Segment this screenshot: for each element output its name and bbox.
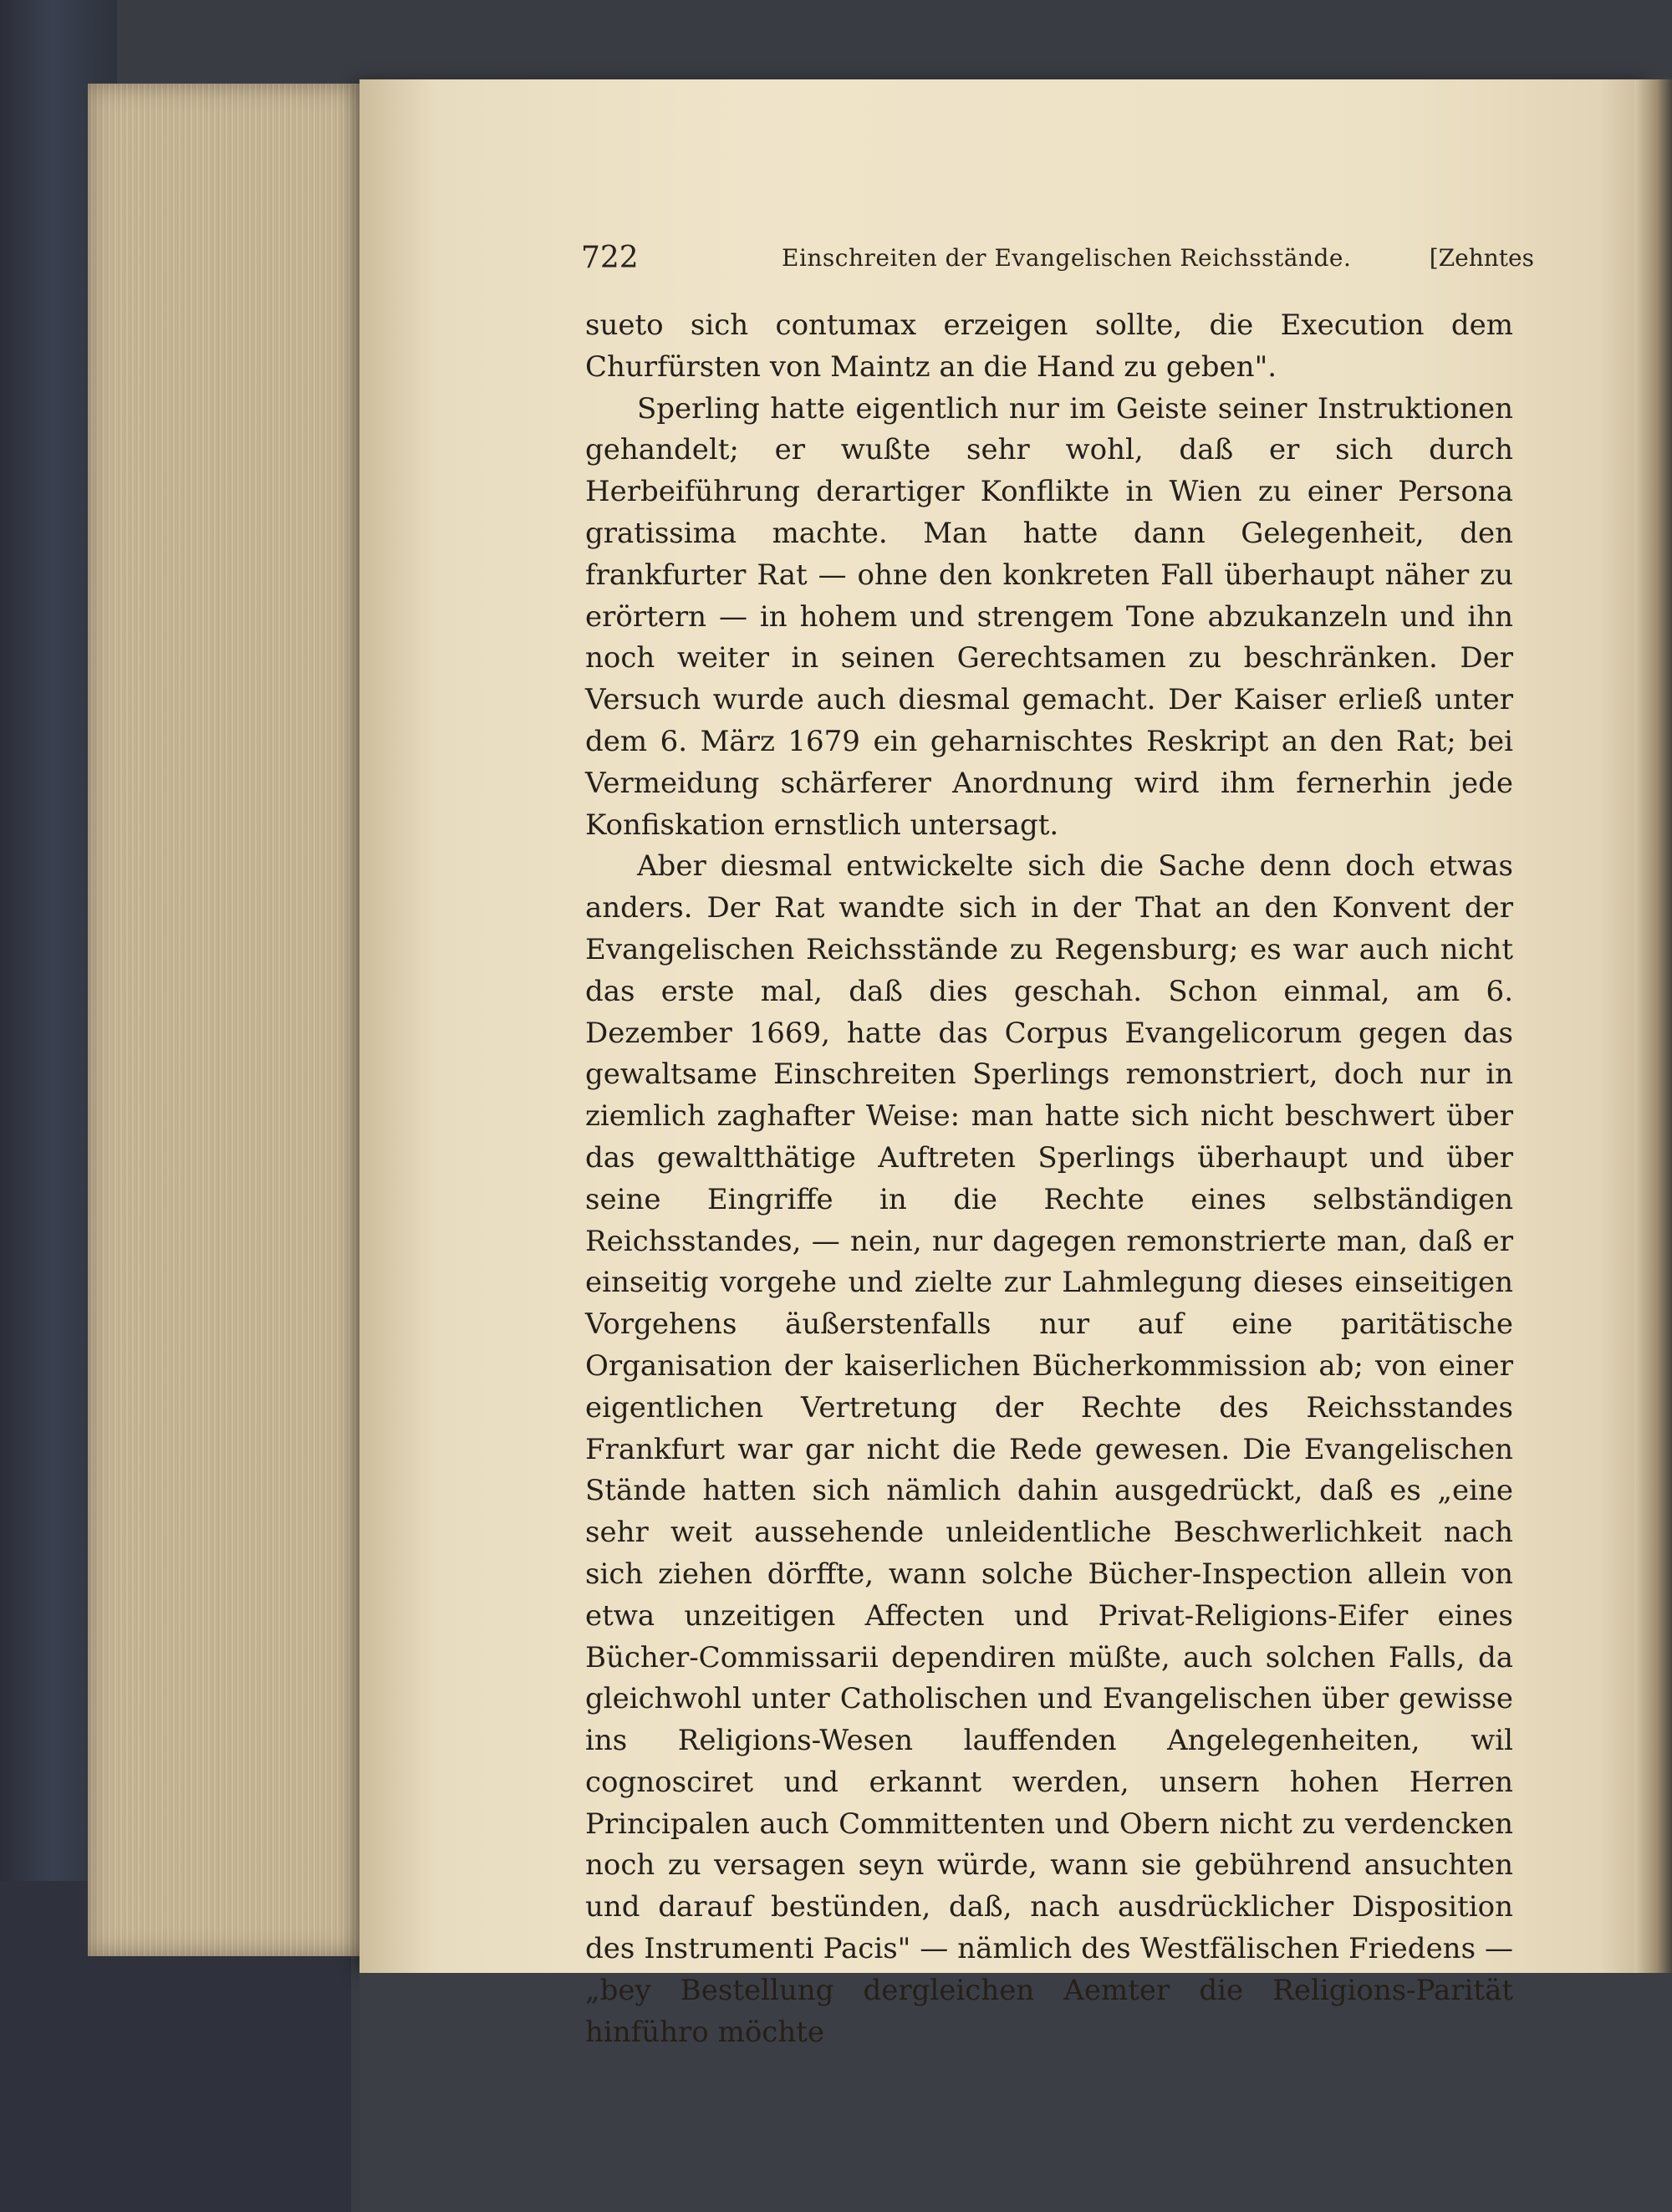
paragraph-sperling: Sperling hatte eigentlich nur im Geiste seiner Instruktionen gehandelt; er wußte sehr wohl, daß er sich durch Herbeiführung derartiger Konflikte in Wien zu einer Persona gratissima machte. Man hatte dann Gelegenheit, den frankfurter Rat — ohne den konkreten Fall überhaupt näher zu erörtern — in hohem und strengem Tone abzukanzeln und ihn noch weiter in seinen Gerechtsamen zu beschränken. Der Versuch wurde auch diesmal gemacht. Der Kaiser erließ unter dem 6. März 1679 ein geharnischtes Reskript an den Rat; bei Vermeidung schärferer Anordnung wird ihm fernerhin jede Konfiskation ernstlich untersagt. bbox=[585, 391, 1513, 842]
paragraph-continuation: sueto sich contumax erzeigen sollte, die Execution dem Churfürsten von Maintz an die Hand zu geben". bbox=[585, 308, 1513, 384]
chapter-label: [Zehntes bbox=[1429, 244, 1534, 272]
paragraph-corpus-evangelicorum: Aber diesmal entwickelte sich die Sache denn doch etwas anders. Der Rat wandte sich in der That an den Konvent der Evangelischen Reichsstände zu Regensburg; es war auch nicht das erste mal, daß dies geschah. Schon einmal, am 6. Dezember 1669, hatte das Corpus Evangelicorum gegen das gewaltsame Einschreiten Sperlings remonstriert, doch nur in ziemlich zaghafter Weise: man hatte sich nicht beschwert über das gewaltthätige Auftreten Sperlings überhaupt und über seine Eingriffe in die Rechte eines selbständigen Reichsstandes, — nein, nur dagegen remonstrierte man, daß er einseitig vorgehe und zielte zur Lahmlegung dieses einseitigen Vorgehens äußerstenfalls nur auf eine paritätische Organisation der kaiserlichen Bücherkommission ab; von einer eigentlichen Vertretung der Rechte des Reichsstandes Frankfurt war gar nicht die Rede gewesen. Die Evangelischen Stände hatten sich nämlich dahin ausgedrückt, daß es „eine sehr weit aussehende unleidentliche Beschwerlichkeit nach sich ziehen dörffte, wann solche Bücher-Inspection allein von etwa unzeitigen Affecten und Privat-Religions-Eifer eines Bücher-Commissarii dependiren müßte, auch solchen Falls, da gleichwohl unter Catholischen und Evangelischen über gewisse ins Religions-Wesen lauffenden Angelegenheiten, wil cognosciret und erkannt werden, unsern hohen Herren Principalen auch Committenten und Obern nicht zu verdencken noch zu versagen seyn würde, wann sie gebührend ansuchten und darauf bestünden, daß, nach ausdrücklicher Disposition des Instrumenti Pacis" — nämlich des Westfälischen Friedens — „bey Bestellung dergleichen Aemter die Religions-Parität hinführo möchte bbox=[585, 849, 1513, 2049]
page-number: 722 bbox=[581, 241, 639, 275]
page-body-text bbox=[585, 305, 1513, 2053]
page-edges-stack bbox=[88, 84, 364, 1956]
running-header bbox=[581, 241, 1534, 283]
page-gutter-right bbox=[1634, 79, 1672, 1973]
running-title: Einschreiten der Evangelischen Reichsstände. bbox=[782, 244, 1352, 272]
